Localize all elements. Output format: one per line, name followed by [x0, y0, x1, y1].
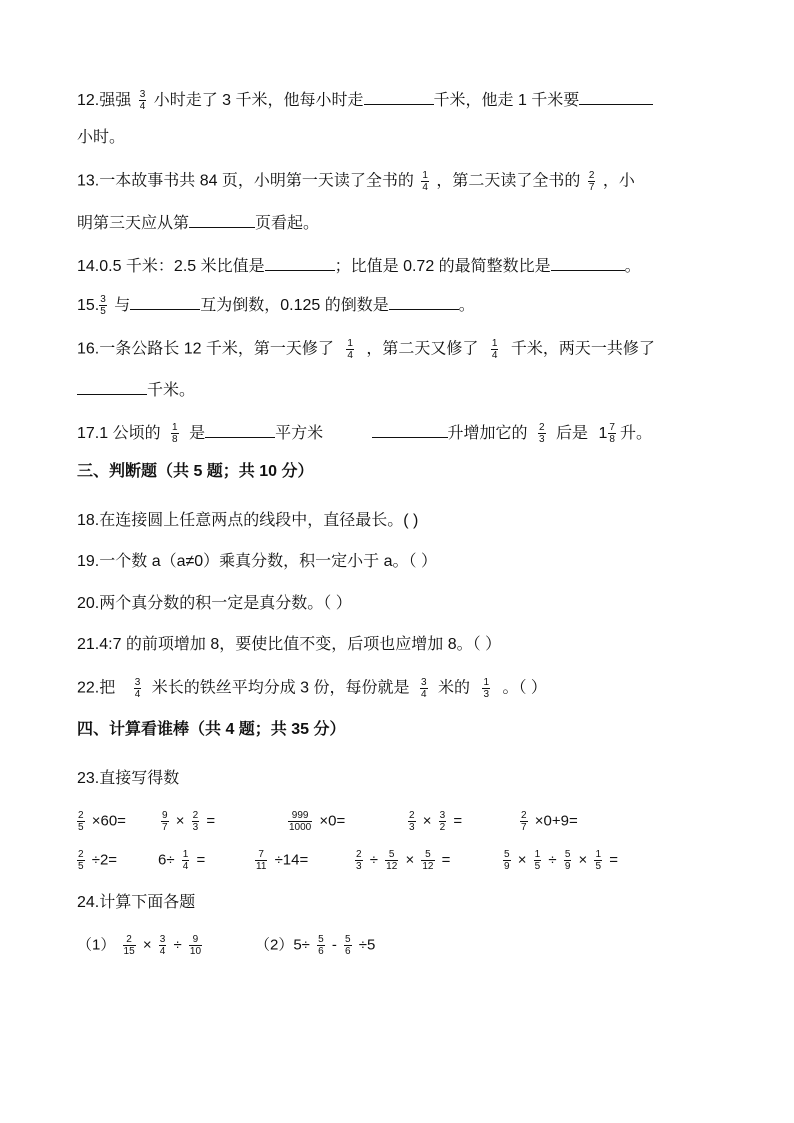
fraction: [189, 934, 202, 957]
fraction: [134, 677, 142, 700]
fraction: [520, 810, 528, 833]
denominator: 9: [564, 861, 571, 872]
q12-text-d: 小时。: [77, 129, 126, 146]
q16-text-b: ，第二天又修了: [366, 340, 479, 358]
numerator: 3: [100, 294, 106, 306]
numerator: 9: [192, 934, 199, 945]
operator-text: ÷: [173, 936, 182, 954]
numerator: 3: [139, 89, 146, 101]
question-16-cont: [77, 378, 195, 401]
q14-text-a: 14.0.5 千米：2.5 米比值是: [77, 258, 265, 275]
q14-text-b: ；比值是 0.72 的最简整数比是: [334, 258, 551, 275]
fraction: [77, 810, 85, 833]
operator-text: =: [196, 851, 206, 869]
denominator: 4: [422, 182, 428, 193]
numerator: 5: [318, 934, 324, 945]
q17-text-b: 是: [189, 425, 206, 442]
part-label: （2）5÷: [255, 936, 310, 954]
numerator: 2: [539, 422, 545, 434]
q16-text-a: 16.一条公路长 12 千米，第一天修了: [77, 340, 334, 358]
operator-text: ×: [175, 812, 185, 830]
numerator: 1: [483, 677, 490, 688]
numerator: 1: [595, 849, 602, 860]
operator-text: ×: [142, 936, 152, 954]
q13-text-c: ，小: [602, 172, 635, 190]
numerator: 1: [491, 338, 498, 349]
calc-item: [285, 810, 345, 833]
numerator: 1: [182, 849, 189, 860]
denominator: 3: [483, 689, 490, 700]
q22-text-c: 米的: [437, 679, 470, 697]
q16-text-d: 千米。: [147, 382, 196, 399]
fraction: [534, 849, 542, 872]
q12-text-c: 千米，他走 1 千米要: [433, 92, 580, 109]
answer-blank[interactable]: [364, 88, 434, 105]
denominator: 15: [123, 946, 135, 957]
fraction: [355, 849, 363, 872]
numerator: 9: [162, 810, 168, 821]
fraction: [588, 170, 596, 193]
answer-blank[interactable]: [205, 421, 275, 438]
denominator: 3: [539, 434, 545, 446]
fraction: [482, 677, 490, 700]
q24-part-1: [77, 934, 205, 957]
denominator: 5: [78, 822, 84, 833]
q22-text-d: 。（ ）: [502, 679, 547, 697]
fraction: [317, 934, 325, 957]
numerator: 3: [134, 677, 141, 688]
q22-text-a: 22.把: [77, 679, 116, 697]
numerator: 2: [126, 934, 132, 945]
fraction: [159, 934, 167, 957]
question-12: [77, 88, 653, 112]
calc-item: [352, 849, 450, 872]
q12-text-b: 小时走了 3 千米，他每小时走: [153, 92, 364, 109]
fraction: [564, 849, 572, 872]
question-20: 20.两个真分数的积一定是真分数。（ ）: [77, 595, 352, 612]
question-18: 18.在连接圆上任意两点的线段中，直径最长。( ): [77, 512, 419, 529]
question-12-cont: [77, 128, 125, 148]
whole-part: 1: [598, 424, 608, 442]
operator-text: =: [206, 812, 216, 830]
denominator: 12: [422, 861, 434, 872]
numerator: 5: [345, 934, 351, 945]
operator-text: ×: [517, 851, 527, 869]
fraction: [161, 810, 169, 833]
numerator: 7: [609, 422, 615, 434]
denominator: 1000: [289, 822, 312, 833]
operator-text: ÷: [369, 851, 378, 869]
fraction: [99, 294, 107, 317]
q12-text-a: 12.强强: [77, 92, 132, 109]
fraction: [171, 422, 179, 445]
denominator: 4: [134, 689, 141, 700]
denominator: 4: [139, 101, 146, 113]
q14-text-c: 。: [624, 258, 641, 275]
numerator: 5: [564, 849, 571, 860]
calc-item: [405, 810, 462, 833]
operator-text: ×60=: [91, 812, 126, 830]
answer-blank[interactable]: [389, 293, 459, 310]
denominator: 5: [534, 861, 541, 872]
fraction: [608, 422, 616, 445]
q15-text-a: 15.: [77, 297, 100, 314]
operator-text: ÷: [548, 851, 557, 869]
denominator: 4: [159, 946, 166, 957]
calc-item: [158, 810, 215, 833]
numerator: 2: [78, 849, 84, 860]
q17-text-a: 17.1 公顷的: [77, 425, 161, 442]
numerator: 3: [420, 677, 427, 688]
question-13: [77, 170, 635, 193]
question-22: [77, 677, 547, 700]
answer-blank[interactable]: [189, 211, 255, 228]
q13-text-e: 页看起。: [255, 215, 320, 232]
question-21: 21.4:7 的前项增加 8，要使比值不变，后项也应增加 8。（ ）: [77, 636, 502, 653]
q24-part-2: [255, 934, 375, 957]
denominator: 8: [609, 434, 615, 446]
denominator: 7: [521, 822, 527, 833]
q17-text-f: 升。: [619, 425, 652, 442]
denominator: 8: [172, 434, 178, 446]
numerator: 1: [172, 422, 178, 434]
operator-text: =: [609, 851, 618, 869]
q15-text-b: 与: [114, 297, 131, 314]
calc-item: [158, 849, 205, 872]
question-15: [77, 293, 475, 317]
fraction: [421, 170, 429, 193]
operator-text: ÷2=: [91, 851, 118, 869]
numerator: 7: [258, 849, 264, 860]
answer-blank[interactable]: [265, 254, 335, 271]
q16-text-c: 千米，两天一共修了: [510, 340, 655, 358]
numerator: 5: [504, 849, 510, 860]
operator-text: ÷14=: [274, 851, 309, 869]
numerator: 1: [347, 338, 353, 349]
fraction: [192, 810, 200, 833]
q13-text-a: 13.一本故事书共 84 页，小明第一天读了全书的: [77, 172, 414, 190]
question-14: [77, 254, 641, 277]
numerator: 2: [521, 810, 527, 821]
numerator: 1: [422, 170, 428, 181]
numerator: 5: [388, 849, 395, 860]
operator-text: -: [331, 936, 337, 954]
denominator: 5: [78, 861, 84, 872]
denominator: 11: [256, 861, 267, 872]
fraction: [491, 338, 499, 361]
denominator: 7: [162, 822, 168, 833]
calc-item: [252, 849, 308, 872]
denominator: 3: [192, 822, 199, 833]
numerator: 1: [534, 849, 541, 860]
fraction: [408, 810, 416, 833]
q13-text-b: ，第二天读了全书的: [436, 172, 581, 190]
numerator: 999: [291, 810, 309, 821]
denominator: 4: [420, 689, 427, 700]
fraction: [139, 89, 147, 112]
denominator: 5: [595, 861, 602, 872]
q17-text-d: 升增加它的: [447, 425, 528, 442]
operator-text: ÷5: [358, 936, 376, 954]
denominator: 6: [345, 946, 351, 957]
fraction: [385, 849, 398, 872]
denominator: 9: [504, 861, 510, 872]
numerator: 2: [356, 849, 362, 860]
numerator: 2: [588, 170, 595, 181]
question-13-cont: [77, 211, 319, 234]
fraction: [439, 810, 447, 833]
denominator: 12: [386, 861, 398, 872]
denominator: 5: [100, 306, 106, 318]
denominator: 3: [356, 861, 362, 872]
answer-blank[interactable]: [77, 378, 147, 395]
operator-text: ×0=: [319, 812, 346, 830]
calc-item: [77, 849, 117, 872]
fraction: [503, 849, 511, 872]
fraction: [288, 810, 312, 833]
operator-text: =: [453, 812, 463, 830]
calc-item: [77, 810, 126, 833]
question-19: 19.一个数 a（a≠0）乘真分数，积一定小于 a。（ ）: [77, 553, 437, 570]
denominator: 4: [491, 350, 498, 361]
denominator: 4: [347, 350, 353, 361]
denominator: 10: [189, 946, 202, 957]
denominator: 4: [182, 861, 189, 872]
fraction: [77, 849, 85, 872]
numerator: 2: [409, 810, 415, 821]
operator-text: 6÷: [158, 851, 175, 869]
denominator: 2: [439, 822, 446, 833]
denominator: 6: [318, 946, 324, 957]
denominator: 7: [588, 182, 595, 193]
question-24-title: 24.计算下面各题: [77, 894, 196, 911]
question-23-title: 23.直接写得数: [77, 770, 180, 787]
q13-text-d: 明第三天应从第: [77, 215, 190, 232]
denominator: 3: [409, 822, 415, 833]
numerator: 5: [425, 849, 431, 860]
q15-text-c: 互为倒数，0.125 的倒数是: [200, 297, 389, 314]
fraction: [346, 338, 354, 361]
section-heading-3: 三、判断题（共 5 题；共 10 分）: [77, 463, 314, 480]
question-17: [77, 421, 652, 445]
fraction: [420, 677, 428, 700]
fraction: [255, 849, 267, 872]
calc-item: [517, 810, 578, 833]
numerator: 3: [159, 934, 166, 945]
operator-text: =: [441, 851, 451, 869]
q17-text-e: 后是: [556, 425, 589, 442]
section-heading-4: 四、计算看谁棒（共 4 题；共 35 分）: [77, 721, 346, 738]
q22-text-b: 米长的铁丝平均分成 3 份，每份就是: [151, 679, 410, 697]
answer-blank[interactable]: [551, 254, 625, 271]
fraction: [421, 849, 434, 872]
operator-text: ×: [405, 851, 415, 869]
operator-text: ×: [422, 812, 432, 830]
answer-blank[interactable]: [579, 88, 653, 105]
answer-blank[interactable]: [130, 293, 200, 310]
operator-text: ×: [578, 851, 588, 869]
part-label: （1）: [77, 936, 116, 954]
mixed-number: [599, 422, 620, 445]
answer-blank[interactable]: [372, 421, 448, 438]
fraction: [344, 934, 352, 957]
q17-text-c: 平方米: [275, 425, 324, 442]
fraction: [182, 849, 190, 872]
question-16: [77, 338, 655, 361]
numerator: 2: [192, 810, 199, 821]
operator-text: ×0+9=: [534, 812, 578, 830]
calc-item: [500, 849, 618, 872]
numerator: 3: [439, 810, 446, 821]
fraction: [538, 422, 546, 445]
fraction: [123, 934, 136, 957]
numerator: 2: [78, 810, 84, 821]
fraction: [594, 849, 602, 872]
q15-text-d: 。: [458, 297, 475, 314]
